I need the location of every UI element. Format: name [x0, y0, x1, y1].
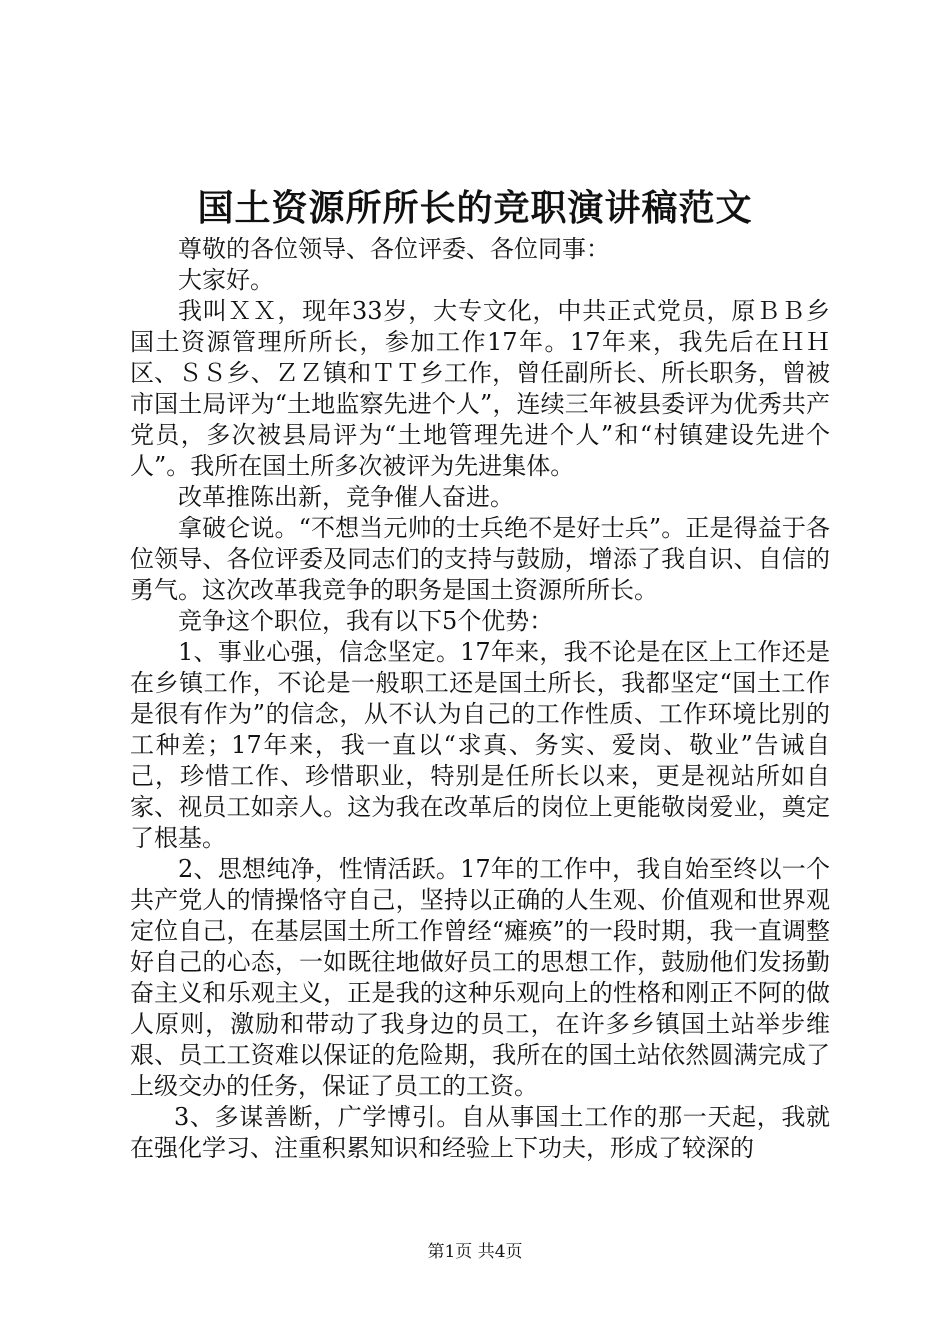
paragraph-advantage-3: 3、多谋善断，广学博引。自从事国土工作的那一天起，我就在强化学习、注重积累知识和经验上下功夫，形成了较深的 — [130, 1103, 830, 1162]
paragraph-napoleon-quote: 拿破仑说。“不想当元帅的士兵绝不是好士兵”。正是得益于各位领导、各位评委及同志们的支持与鼓励，增添了我自识、自信的勇气。这次改革我竞争的职务是国土资源所所长。 — [130, 514, 830, 604]
page-number-footer: 第1页 共4页 — [427, 1242, 523, 1262]
paragraph-salutation: 尊敬的各位领导、各位评委、各位同事： — [178, 235, 610, 263]
paragraph-reform-motto: 改革推陈出新，竞争催人奋进。 — [178, 483, 514, 511]
document-title: 国土资源所所长的竞职演讲稿范文 — [197, 187, 753, 229]
paragraph-advantage-2: 2、思想纯净，性情活跃。17年的工作中，我自始至终以一个共产党人的情操恪守自己，坚持以正确的人生观、价值观和世界观定位自己，在基层国土所工作曾经“瘫痪”的一段时期，我一直调整好自己的心态，一如既往地做好员工的思想工作，鼓励他们发扬勤奋主义和乐观主义，正是我的这种乐观向上的性格和刚正不阿的做人原则，激励和带动了我身边的员工，在许多乡镇国土站举步维艰、员工工资难以保证的危险期，我所在的国土站依然圆满完成了上级交办的任务，保证了员工的工资。 — [130, 855, 830, 1100]
paragraph-self-introduction: 我叫ＸＸ，现年33岁，大专文化，中共正式党员，原ＢＢ乡国土资源管理所所长，参加工作17年。17年来，我先后在ＨＨ区、ＳＳ乡、ＺＺ镇和ＴＴ乡工作，曾任副所长、所长职务，曾被市国土局评为“土地监察先进个人”，连续三年被县委评为优秀共产党员，多次被县局评为“土地管理先进个人”和“村镇建设先进个人”。我所在国土所多次被评为先进集体。 — [130, 297, 830, 480]
paragraph-advantages-intro: 竞争这个职位，我有以下5个优势： — [178, 607, 554, 635]
paragraph-greeting: 大家好。 — [178, 266, 274, 294]
document-body — [130, 234, 830, 1164]
paragraph-advantage-1: 1、事业心强，信念坚定。17年来，我不论是在区上工作还是在乡镇工作，不论是一般职工还是国土所长，我都坚定“国土工作是很有作为”的信念，从不认为自己的工作性质、工作环境比别的工种差；17年来，我一直以“求真、务实、爱岗、敬业”告诫自己，珍惜工作、珍惜职业，特别是任所长以来，更是视站所如自家、视员工如亲人。这为我在改革后的岗位上更能敬岗爱业，奠定了根基。 — [130, 638, 830, 852]
